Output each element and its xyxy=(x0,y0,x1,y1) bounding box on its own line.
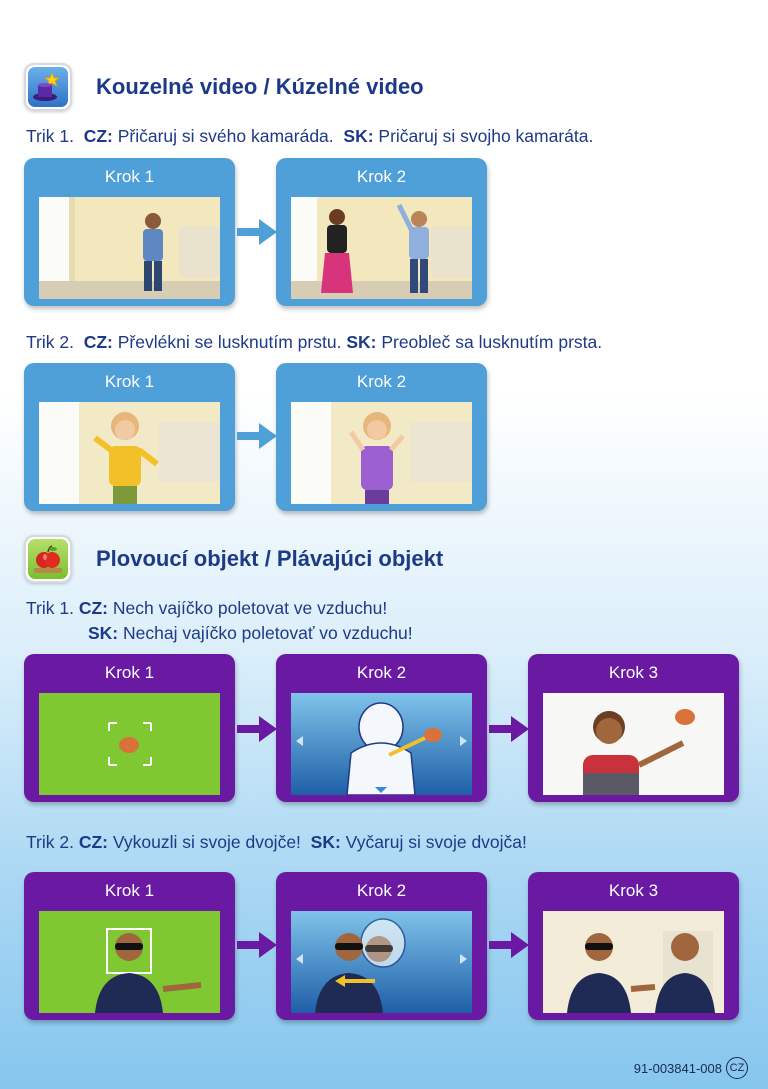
cz-label: CZ: xyxy=(78,832,108,852)
step-card xyxy=(276,654,487,802)
step-photo xyxy=(543,911,724,1013)
step-label: Krok 2 xyxy=(356,881,407,900)
step-photo xyxy=(39,911,220,1013)
trick-2-instruction xyxy=(26,332,602,353)
sk-text: Vyčaruj si svoje dvojča! xyxy=(345,832,527,852)
step-label: Krok 3 xyxy=(608,881,659,900)
arrow-right-icon xyxy=(237,423,277,449)
cz-label: CZ: xyxy=(78,598,108,618)
step-card xyxy=(528,654,739,802)
trick-1-instruction xyxy=(26,598,387,619)
step-label: Krok 3 xyxy=(608,663,659,682)
step-label: Krok 1 xyxy=(104,881,155,900)
step-card xyxy=(24,363,235,511)
step-label: Krok 2 xyxy=(356,167,407,186)
sk-text: Preobleč sa lusknutím prsta. xyxy=(381,332,603,352)
arrow-right-icon xyxy=(237,219,277,245)
code-text: 91-003841-008 xyxy=(633,1060,722,1076)
step-card xyxy=(24,654,235,802)
arrow-right-icon xyxy=(489,932,529,958)
step-label: Krok 2 xyxy=(356,663,407,682)
trick-number: Trik 2. xyxy=(26,832,74,852)
step-photo xyxy=(291,402,472,504)
section-title-floating-object: Plovoucí objekt / Plávajúci objekt xyxy=(96,546,444,571)
trick-number: Trik 1. xyxy=(26,598,74,618)
trick-1-instruction-sk xyxy=(88,623,413,644)
step-photo xyxy=(291,197,472,299)
sk-text: Pričaruj si svojho kamaráta. xyxy=(378,126,594,146)
step-photo xyxy=(543,693,724,795)
cz-label: CZ: xyxy=(83,332,113,352)
sk-label: SK: xyxy=(310,832,341,852)
step-label: Krok 1 xyxy=(104,372,155,391)
sk-label: SK: xyxy=(343,126,374,146)
trick-number: Trik 2. xyxy=(26,332,74,352)
step-photo xyxy=(39,693,220,795)
step-card xyxy=(528,872,739,1020)
step-photo xyxy=(39,197,220,299)
sk-label: SK: xyxy=(88,623,119,643)
step-photo xyxy=(39,402,220,504)
step-photo xyxy=(291,693,472,795)
cz-text: Přičaruj si svého kamaráda. xyxy=(117,126,334,146)
document-code xyxy=(634,1057,748,1079)
step-card xyxy=(276,158,487,306)
step-card xyxy=(276,363,487,511)
step-card xyxy=(276,872,487,1020)
trick-1-instruction xyxy=(26,126,593,147)
cz-text: Vykouzli si svoje dvojče! xyxy=(112,832,301,852)
arrow-right-icon xyxy=(489,716,529,742)
step-label: Krok 2 xyxy=(356,372,407,391)
sk-label: SK: xyxy=(346,332,377,352)
cz-text: Převlékni se lusknutím prstu. xyxy=(117,332,342,352)
cz-text: Nech vajíčko poletovat ve vzduchu! xyxy=(112,598,388,618)
arrow-right-icon xyxy=(237,716,277,742)
section-title-magic-video: Kouzelné video / Kúzelné video xyxy=(96,74,424,99)
language-badge: CZ xyxy=(726,1057,748,1079)
trick-2-instruction xyxy=(26,832,527,853)
step-label: Krok 1 xyxy=(104,663,155,682)
cz-label: CZ: xyxy=(83,126,113,146)
arrow-right-icon xyxy=(237,932,277,958)
step-card xyxy=(24,158,235,306)
step-label: Krok 1 xyxy=(104,167,155,186)
trick-number: Trik 1. xyxy=(26,126,74,146)
apple-icon xyxy=(24,535,72,583)
magic-hat-icon xyxy=(24,63,72,111)
sk-text: Nechaj vajíčko poletovať vo vzduchu! xyxy=(123,623,413,643)
step-card xyxy=(24,872,235,1020)
step-photo xyxy=(291,911,472,1013)
